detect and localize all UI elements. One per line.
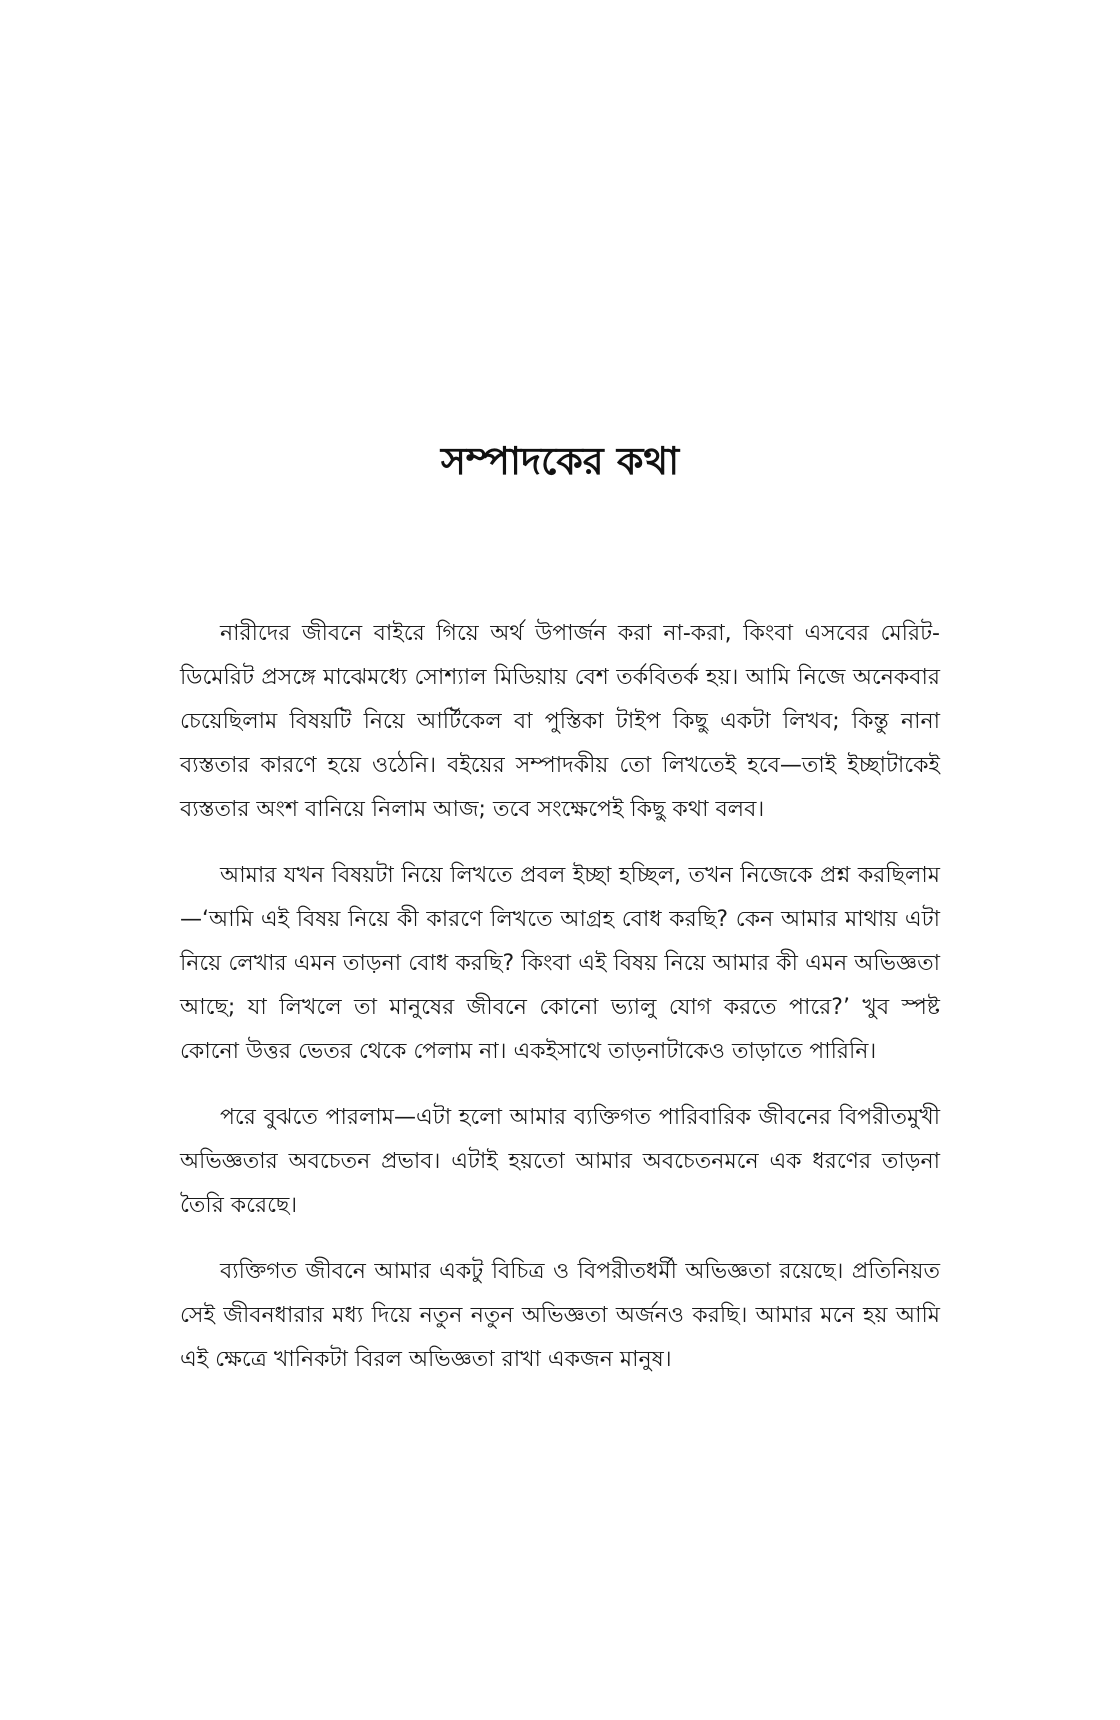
paragraph: নারীদের জীবনে বাইরে গিয়ে অর্থ উপার্জন করা না-করা, কিংবা এসবের মেরিট-ডিমেরিট প্রসঙ্গে মাঝেমধ্যে সোশ্যাল মিডিয়ায় বেশ তর্কবিতর্ক হয়। আমি নিজে অনেকবার চেয়েছিলাম বিষয়টি নিয়ে আর্টিকেল বা পুস্তিকা টাইপ কিছু একটা লিখব; কিন্তু নানা ব্যস্ততার কারণে হয়ে ওঠেনি। বইয়ের সম্পাদকীয় তো লিখতেই হবে—তাই ইচ্ছাটাকেই ব্যস্ততার অংশ বানিয়ে নিলাম আজ; তবে সংক্ষেপেই কিছু কথা বলব। bbox=[180, 621, 940, 822]
paragraph: পরে বুঝতে পারলাম—এটা হলো আমার ব্যক্তিগত পারিবারিক জীবনের বিপরীতমুখী অভিজ্ঞতার অবচেতন প্রভাব। এটাই হয়তো আমার অবচেতনমনে এক ধরণের তাড়না তৈরি করেছে। bbox=[180, 1105, 940, 1218]
paragraph: আমার যখন বিষয়টা নিয়ে লিখতে প্রবল ইচ্ছা হচ্ছিল, তখন নিজেকে প্রশ্ন করছিলাম—‘আমি এই বিষয় নিয়ে কী কারণে লিখতে আগ্রহ বোধ করছি? কেন আমার মাথায় এটা নিয়ে লেখার এমন তাড়না বোধ করছি? কিংবা এই বিষয় নিয়ে আমার কী এমন অভিজ্ঞতা আছে; যা লিখলে তা মানুষের জীবনে কোনো ভ্যালু যোগ করতে পারে?’ খুব স্পষ্ট কোনো উত্তর ভেতর থেকে পেলাম না। একইসাথে তাড়নাটাকেও তাড়াতে পারিনি। bbox=[180, 863, 940, 1064]
body-text bbox=[180, 612, 940, 1404]
page-title: সম্পাদকের কথা bbox=[440, 439, 680, 483]
paragraph: ব্যক্তিগত জীবনে আমার একটু বিচিত্র ও বিপরীতধর্মী অভিজ্ঞতা রয়েছে। প্রতিনিয়ত সেই জীবনধারার মধ্য দিয়ে নতুন নতুন অভিজ্ঞতা অর্জনও করছি। আমার মনে হয় আমি এই ক্ষেত্রে খানিকটা বিরল অভিজ্ঞতা রাখা একজন মানুষ। bbox=[180, 1259, 940, 1372]
